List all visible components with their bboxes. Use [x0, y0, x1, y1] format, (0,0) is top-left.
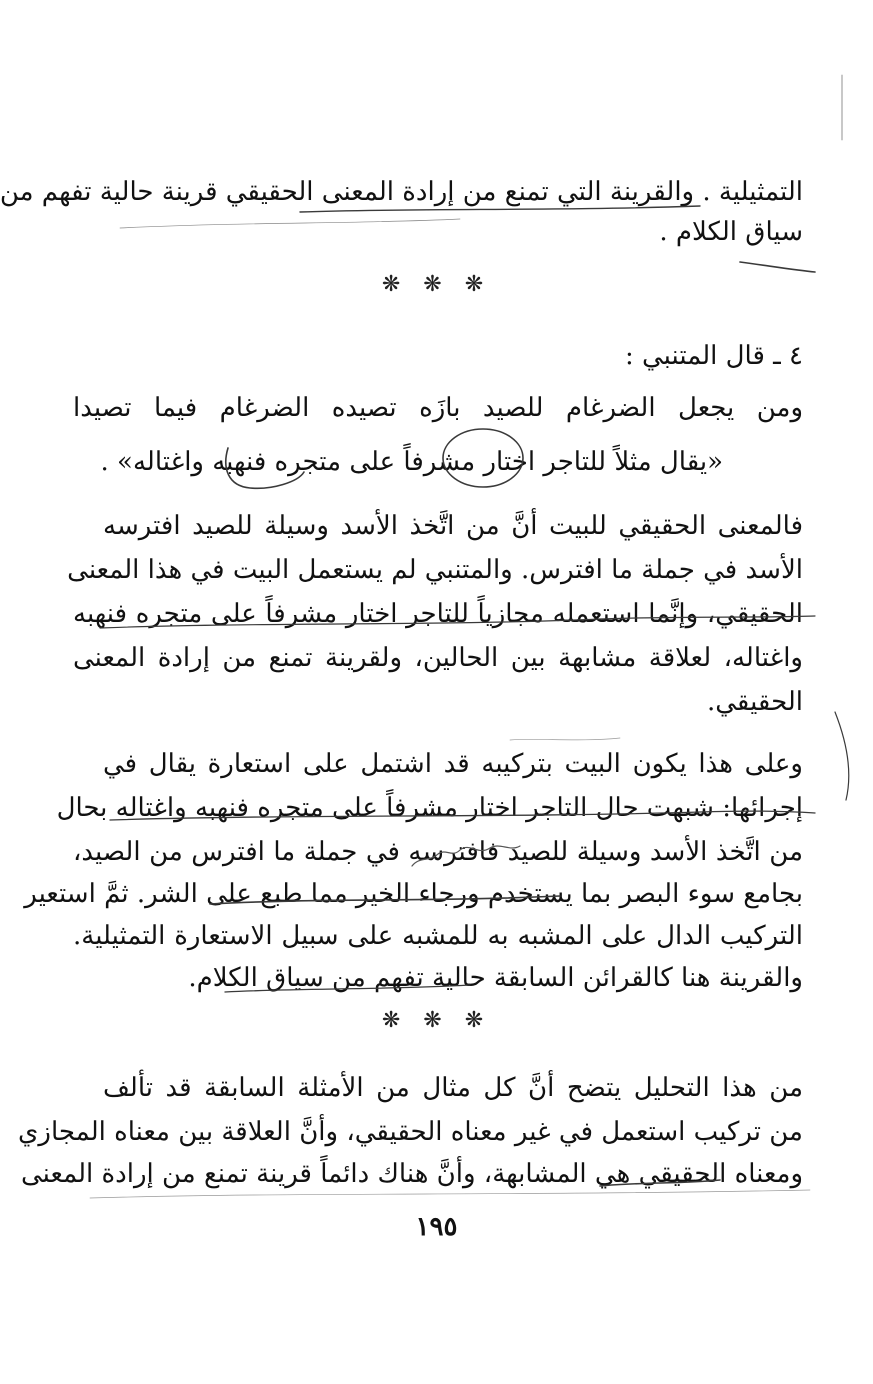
section-heading: ٤ ـ قال المتنبي :	[624, 341, 803, 371]
text-line: الحقيقي.	[706, 687, 803, 717]
text-line: ومعناه الحقيقي هي المشابهة، وأنَّ هناك دائماً قرينة تمنع من إرادة المعنى	[21, 1159, 803, 1189]
text-line: وعلى هذا يكون البيت بتركيبه قد اشتمل على استعارة يقال في	[103, 749, 803, 779]
text-line: من تركيب استعمل في غير معناه الحقيقي، وأنَّ العلاقة بين معناه المجازي	[18, 1117, 803, 1147]
page-number: ١٩٥	[415, 1212, 458, 1242]
text-line: بجامع سوء البصر بما يستخدم ورجاء الخير مما طبع على الشر. ثمَّ استعير	[24, 879, 803, 909]
text-line: سياق الكلام .	[659, 217, 803, 247]
handwritten-mark	[510, 738, 620, 740]
text-line: من هذا التحليل يتضح أنَّ كل مثال من الأمثلة السابقة قد تألف	[103, 1073, 803, 1103]
text-line: فالمعنى الحقيقي للبيت أنَّ من اتَّخذ الأسد وسيلة للصيد افترسه	[103, 511, 803, 541]
poetry-verse: ومن يجعل الضرغام للصيد بازَه تصيده الضرغام فيما تصيدا	[73, 393, 803, 423]
underline-mark	[740, 262, 815, 272]
text-line: من اتَّخذ الأسد وسيلة للصيد فافترسه في جملة ما افترس من الصيد،	[73, 837, 803, 867]
text-line: التركيب الدال على المشبه به للمشبه على سبيل الاستعارة التمثيلية.	[73, 921, 803, 951]
margin-mark	[835, 712, 849, 800]
text-line: التمثيلية . والقرينة التي تمنع من إرادة المعنى الحقيقي قرينة حالية تفهم من	[0, 177, 803, 207]
text-line: واغتاله، لعلاقة مشابهة بين الحالين، ولقرينة تمنع من إرادة المعنى	[73, 643, 803, 673]
section-separator: ❋ ❋ ❋	[381, 1008, 492, 1033]
section-separator: ❋ ❋ ❋	[381, 272, 492, 297]
text-line: الأسد في جملة ما افترس. والمتنبي لم يستعمل البيت في هذا المعنى	[67, 555, 803, 585]
text-line: إجرائها: شبهت حال التاجر اختار مشرفاً على متجره فنهبه واغتاله بحال	[56, 793, 803, 823]
verse-note: «يقال مثلاً للتاجر اختار مشرفاً على متجره فنهبه واغتاله» .	[100, 447, 723, 477]
text-line: والقرينة هنا كالقرائن السابقة حالية تفهم من سياق الكلام.	[188, 963, 803, 993]
text-line: الحقيقي، وإنَّما استعمله مجازياً للتاجر اختار مشرفاً على متجره فنهبه	[73, 599, 803, 629]
